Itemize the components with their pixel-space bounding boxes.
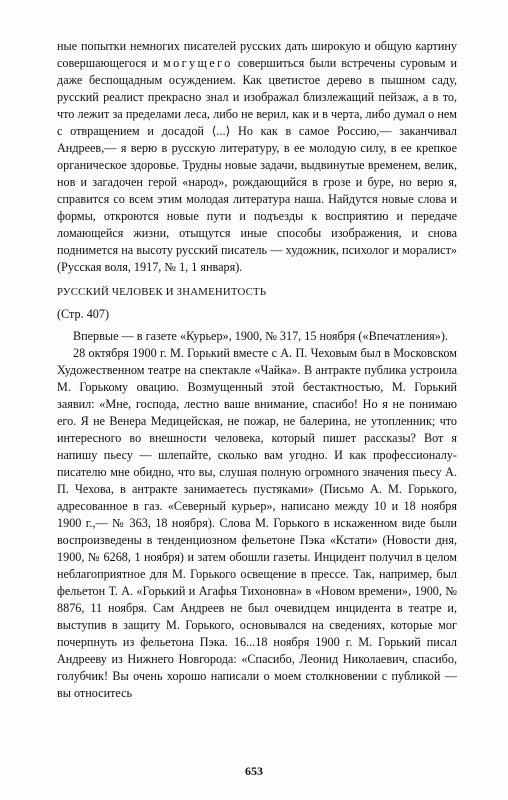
spaced-word: могущего [163,56,233,70]
page-number: 653 [245,764,263,778]
paragraph-continuation-part-b: совершиться были встречены суровым и даже беспощадным осуждением. Как цветистое дерево в пышном саду, русский реалист прекрасно знал и изображал близлежащий пейзаж, а в то, что лежит за пределами леса, либо не верил, как и в черта, либо думал о нем с отвращением и досадой ⟨...⟩ Но как в самое Россию,— заканчивал Андреев,— я верю в русскую литературу, в ее молодую силу, в ее крепкое органическое здоровье. Трудны новые задачи, выдвинутые временем, велик, нов и загадочен герой «народ», рождающийся в грозе и буре, но верю я, справится со всем этим молодая литература наша. Найдутся новые слова и формы, откроются новые пути и подъезды к восприятию и передаче ломающейся жизни, отыщутся иные способы изображения, и снова поднимется на высоту русский писатель — художник, психолог и моралист» (Русская воля, 1917, № 1, 1 января). [57,56,458,274]
paragraph-continuation [57,38,457,276]
first-publication-note: Впервые — в газете «Курьер», 1900, № 317, 15 ноября («Впечатления»). [73,329,448,343]
section-heading: РУССКИЙ ЧЕЛОВЕК И ЗНАМЕНИТОСТЬ [57,286,267,298]
page-text [57,38,457,702]
page-reference: (Стр. 407) [57,307,110,321]
commentary-paragraph: 28 октября 1900 г. М. Горький вместе с А. П. Чеховым был в Московском Художественном театре на спектакле «Чайка». В антракте публика устроила М. Горькому овацию. Возмущенный этой бестактностью, М. Горький заявил: «Мне, господа, лестно ваше внимание, спасибо! Но я не понимаю его. Я не Венера Медицейская, не пожар, не балерина, не утопленник; что интересного во внешности человека, который пишет рассказы? Вот я напишу пьесу — шлепайте, сколько вам угодно. И как профессионалу-писателю мне обидно, что вы, слушая полную огромного значения пьесу А. П. Чехова, в антракте занимаетесь пустяками» (Письмо А. М. Горького, адресованное в газ. «Северный курьер», написано между 10 и 18 ноября 1900 г.,— № 363, 18 ноября). Слова М. Горького в искаженном виде были воспроизведены в тенденциозном фельетоне Пэка «Кстати» (Новости дня, 1900, № 6268, 1 ноября) и затем обошли газеты. Инцидент получил в целом неблагоприятное для М. Горького освещение в прессе. Так, например, был фельетон Т. А. «Горький и Агафья Тихоновна» в «Новом времени», 1900, № 8876, 11 ноября. Сам Андреев не был очевидцем инцидента в театре и, выступив в защиту М. Горького, основывался на сведениях, которые мог почерпнуть из фельетона Пэка. 16...18 ноября 1900 г. М. Горький писал Андрееву из Нижнего Новгорода: «Спасибо, Леонид Николаевич, спасибо, голубчик! Вы очень хорошо написали о моем столкновении с публикой — вы относитесь [57,346,457,700]
paragraph-continuation-part-a: ные попытки немногих писателей русских дать широкую и общую картину совершающегося и [57,39,457,70]
